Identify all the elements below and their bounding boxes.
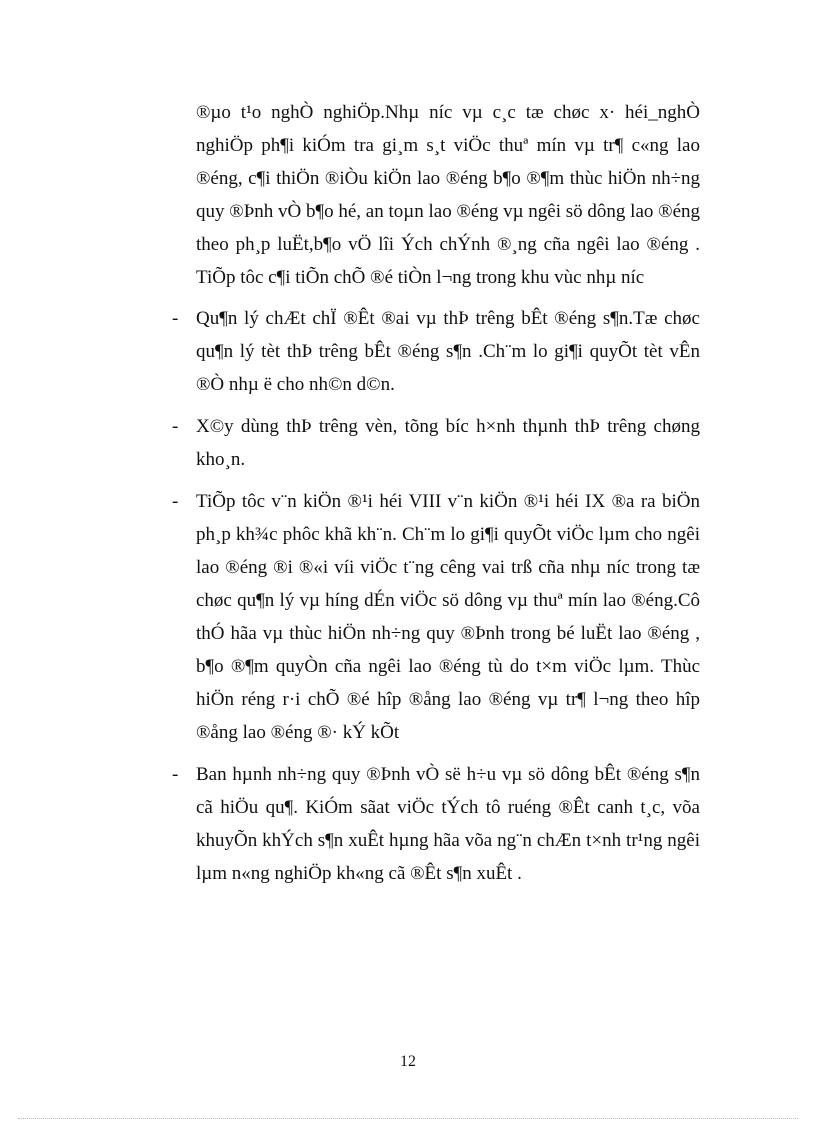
page-number: 12	[400, 1053, 416, 1070]
bullet-item-capital-market	[172, 410, 700, 476]
bullet-marker: -	[172, 308, 179, 329]
bullet-text: TiÕp tôc v¨n kiÖn ®¹i héi VIII v¨n kiÖn ®¹i héi IX ®a ra biÖn ph¸p kh¾c phôc khã kh¨n. Ch¨m lo gi¶i quyÕt viÖc lµm cho ngêi lao ®éng ®i ®«i víi viÖc t¨ng cêng vai trß cña nhµ níc trong tæ chøc qu¶n lý vµ híng dÉn viÖc sö dông vµ thuª mín lao ®éng.Cô thÓ hãa vµ thùc hiÖn nh÷ng quy ®Þnh trong bé luËt lao ®éng , b¶o ®¶m quyÒn cña ngêi lao ®éng tù do t×m viÖc lµm. Thùc hiÖn réng r·i chÕ ®é hîp ®ång lao ®éng vµ tr¶ l¬ng theo hîp ®ång lao ®éng ®· kÝ kÕt	[196, 491, 700, 743]
bullet-text: Qu¶n lý chÆt chÏ ®Êt ®ai vµ thÞ trêng bÊt ®éng s¶n.Tæ chøc qu¶n lý tèt thÞ trêng bÊt ®éng s¶n .Ch¨m lo gi¶i quyÕt tèt vÊn ®Ò nhµ ë cho nh©n d©n.	[196, 308, 700, 395]
bullet-marker: -	[172, 764, 179, 785]
bullet-text: X©y dùng thÞ trêng vèn, tõng bíc h×nh thµnh thÞ trêng chøng kho¸n.	[196, 416, 700, 470]
bullet-item-land-management	[172, 302, 700, 401]
bullet-text: Ban hµnh nh÷ng quy ®Þnh vÒ së h÷u vµ sö dông bÊt ®éng s¶n cã hiÖu qu¶. KiÓm sãat viÖc tÝch tô ruéng ®Êt canh t¸c, võa khuyÕn khÝch s¶n xuÊt hµng hãa võa ng¨n chÆn t×nh tr¹ng ngêi lµm n«ng nghiÖp kh«ng cã ®Êt s¶n xuÊt .	[196, 764, 700, 884]
spacer	[196, 749, 700, 758]
bullet-marker: -	[172, 416, 179, 437]
bullet-item-property-regulation	[172, 758, 700, 890]
spacer	[196, 401, 700, 410]
bullet-marker: -	[172, 491, 179, 512]
page-bottom-divider	[18, 1118, 798, 1119]
body-text	[172, 96, 700, 890]
bullet-item-employment	[172, 485, 700, 749]
spacer	[196, 294, 700, 302]
intro-paragraph: ®µo t¹o nghÒ nghiÖp.Nhµ níc vµ c¸c tæ chøc x· héi_nghÒ nghiÖp ph¶i kiÓm tra gi¸m s¸t viÖc thuª mín vµ tr¶ c«ng lao ®éng, c¶i thiÖn ®iÒu kiÖn lao ®éng b¶o ®¶m thùc hiÖn nh÷ng quy ®Þnh vÒ b¶o hé, an toµn lao ®éng vµ ngêi sö dông lao ®éng theo ph¸p luËt,b¶o vÖ lîi Ých chÝnh ®¸ng cña ngêi lao ®éng . TiÕp tôc c¶i tiÕn chÕ ®é tiÒn l¬ng trong khu vùc nhµ níc	[196, 102, 700, 288]
spacer	[196, 476, 700, 485]
bullet-list	[172, 302, 700, 890]
